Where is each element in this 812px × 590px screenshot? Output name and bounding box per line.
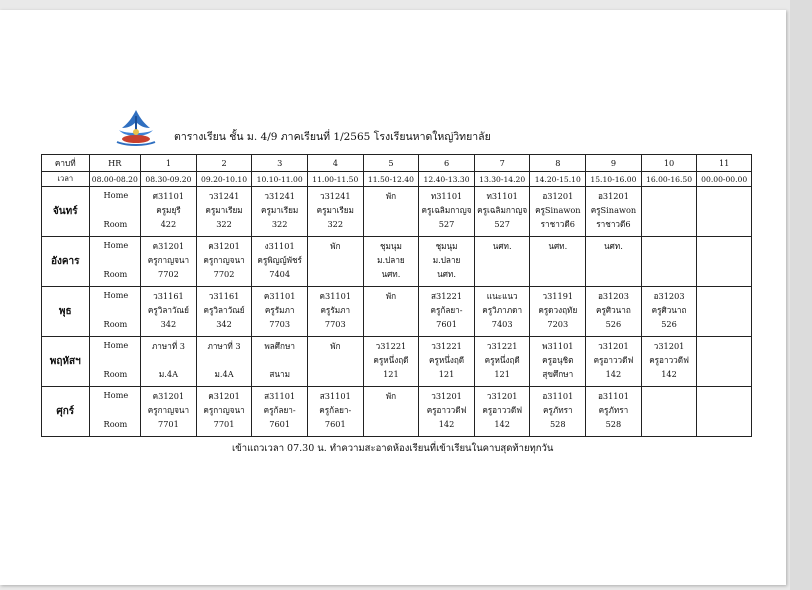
class-cell-line: ว31241 bbox=[319, 191, 351, 201]
day-row bbox=[42, 337, 752, 387]
class-cell-line: ครูศิวนาถ bbox=[651, 305, 687, 315]
class-cell-line: ครูหนึ่งฤดี bbox=[484, 355, 520, 365]
class-cell-line: ครูอาววดีฟ bbox=[649, 355, 689, 365]
room-label: Room bbox=[103, 369, 128, 379]
day-row bbox=[42, 287, 752, 337]
class-cell-line: 7601 bbox=[269, 419, 291, 429]
class-cell-line: อ31101 bbox=[597, 391, 629, 401]
class-cell-line: ครูกาญจนา bbox=[203, 255, 245, 265]
schedule-title: ตารางเรียน ชั้น ม. 4/9 ภาคเรียนที่ 1/2565 โรงเรียนหาดใหญ่วิทยาลัย bbox=[174, 131, 491, 143]
class-cell bbox=[307, 287, 363, 337]
class-cell-line: ภาษาที่ 3 bbox=[207, 341, 241, 351]
class-cell bbox=[252, 387, 308, 437]
period-number: 9 bbox=[586, 155, 642, 172]
class-cell-line: ครูมาเรียม bbox=[261, 205, 299, 215]
class-cell-line: 7203 bbox=[547, 319, 569, 329]
homeroom-cell bbox=[89, 337, 141, 387]
class-cell-line: อ31201 bbox=[542, 191, 574, 201]
class-cell-line: ว31201 bbox=[486, 391, 518, 401]
class-cell-line: ส31221 bbox=[431, 291, 463, 301]
class-cell bbox=[641, 337, 697, 387]
class-cell-line: 526 bbox=[661, 319, 677, 329]
day-row bbox=[42, 387, 752, 437]
period-number: HR bbox=[89, 155, 141, 172]
period-time: 11.00-11.50 bbox=[307, 172, 363, 187]
time-header-label: เวลา bbox=[42, 172, 90, 187]
class-cell-line: 121 bbox=[494, 369, 510, 379]
class-cell-line: ครูก้ลยา- bbox=[263, 405, 296, 415]
class-cell-line: แนะแนว bbox=[486, 291, 518, 301]
class-cell bbox=[141, 237, 197, 287]
class-cell bbox=[530, 337, 586, 387]
class-cell-line: ครูรัมภา bbox=[264, 305, 295, 315]
class-cell-line: อ31201 bbox=[597, 191, 629, 201]
class-cell bbox=[586, 337, 642, 387]
class-cell bbox=[586, 287, 642, 337]
class-cell-line: ครูอาววดีฟ bbox=[482, 405, 523, 415]
period-header-row bbox=[42, 155, 752, 172]
class-cell bbox=[419, 187, 475, 237]
period-number: 5 bbox=[363, 155, 419, 172]
period-time: 13.30-14.20 bbox=[474, 172, 530, 187]
class-cell bbox=[307, 337, 363, 387]
period-time: 12.40-13.30 bbox=[419, 172, 475, 187]
class-cell-line: ชุมนุม bbox=[435, 241, 458, 251]
homeroom-cell bbox=[89, 387, 141, 437]
class-cell-line: 322 bbox=[271, 219, 288, 229]
class-cell bbox=[530, 287, 586, 337]
class-cell-line: ราชาวดี6 bbox=[540, 219, 575, 229]
class-cell-line: 322 bbox=[327, 219, 344, 229]
class-cell-line: ครูดวงฤทัย bbox=[538, 305, 578, 315]
day-row bbox=[42, 187, 752, 237]
class-cell bbox=[196, 287, 252, 337]
class-cell-line: 121 bbox=[383, 369, 399, 379]
class-cell-line: 527 bbox=[438, 219, 455, 229]
period-time: 08.30-09.20 bbox=[141, 172, 197, 187]
period-number: 8 bbox=[530, 155, 586, 172]
class-cell-line: 7703 bbox=[269, 319, 291, 329]
class-cell-line: นศท. bbox=[604, 241, 623, 251]
class-cell-line: ครูหนึ่งฤดี bbox=[373, 355, 409, 365]
class-cell bbox=[641, 187, 697, 237]
class-cell bbox=[586, 187, 642, 237]
class-cell-line: 7601 bbox=[324, 419, 346, 429]
class-cell-line: อ31203 bbox=[597, 291, 629, 301]
class-cell-line: นศท. bbox=[492, 241, 512, 251]
class-cell-line: ครูกาญจนา bbox=[147, 255, 190, 265]
period-number: 1 bbox=[141, 155, 197, 172]
class-cell-line: ว31241 bbox=[208, 191, 240, 201]
class-cell bbox=[419, 237, 475, 287]
class-cell bbox=[641, 287, 697, 337]
class-cell-line: ว31201 bbox=[598, 341, 629, 351]
class-cell bbox=[474, 187, 530, 237]
class-cell-line: ว31221 bbox=[375, 341, 407, 351]
class-cell-line: นศท. bbox=[437, 269, 456, 279]
timetable bbox=[41, 154, 752, 437]
class-cell-line: 142 bbox=[605, 369, 622, 379]
period-number: 2 bbox=[196, 155, 252, 172]
class-cell-line: พัก bbox=[385, 391, 397, 401]
class-cell bbox=[586, 387, 642, 437]
class-cell bbox=[530, 187, 586, 237]
class-cell-line: 7703 bbox=[324, 319, 346, 329]
class-cell-line: ชุมนุม bbox=[379, 241, 402, 251]
class-cell-line: ราชาวดี6 bbox=[596, 219, 631, 229]
class-cell-line: ครูมาเรียม bbox=[205, 205, 243, 215]
class-cell bbox=[252, 187, 308, 237]
class-cell-line: พ31101 bbox=[542, 341, 574, 351]
class-cell bbox=[196, 337, 252, 387]
class-cell bbox=[363, 237, 419, 287]
class-cell-line: 528 bbox=[605, 419, 622, 429]
day-name: อังคาร bbox=[42, 237, 90, 287]
class-cell bbox=[307, 237, 363, 287]
class-cell bbox=[419, 387, 475, 437]
class-cell-line: ว31241 bbox=[264, 191, 295, 201]
class-cell-line: ครูรัมภา bbox=[320, 305, 351, 315]
class-cell-line: ครูSinawon bbox=[590, 205, 637, 215]
room-label: Room bbox=[103, 319, 128, 329]
class-cell-line: พัก bbox=[330, 241, 341, 251]
class-cell bbox=[586, 237, 642, 287]
class-cell-line: 7701 bbox=[158, 419, 179, 429]
class-cell-line: ส31101 bbox=[319, 391, 351, 401]
class-cell-line bbox=[197, 353, 252, 367]
class-cell bbox=[697, 287, 752, 337]
homeroom-cell bbox=[89, 187, 141, 237]
class-cell bbox=[697, 237, 752, 287]
period-time: 15.10-16.00 bbox=[586, 172, 642, 187]
class-cell-line: ครูก้ลยา- bbox=[430, 305, 463, 315]
room-label: Room bbox=[103, 269, 128, 279]
class-cell bbox=[141, 337, 197, 387]
period-number: 11 bbox=[697, 155, 752, 172]
class-cell-line: ครูอนุชิต bbox=[542, 355, 574, 365]
class-cell-line: ค31201 bbox=[208, 241, 240, 251]
class-cell-line: พลศึกษา bbox=[264, 341, 295, 351]
class-cell-line: ว31201 bbox=[653, 341, 685, 351]
assembly-note: เข้าแถวเวลา 07.30 น. ทำความสะอาดห้องเรียนที่เข้าเรียนในคาบสุดท้ายทุกวัน bbox=[232, 443, 554, 454]
class-cell bbox=[363, 287, 419, 337]
class-cell-line: ว31221 bbox=[431, 341, 462, 351]
class-cell-line: ครูมยุรี bbox=[156, 205, 181, 215]
home-label: Home bbox=[103, 240, 129, 250]
class-cell-line: ท31101 bbox=[430, 191, 463, 201]
class-cell-line: ครูวิลาวัณย์ bbox=[147, 305, 189, 315]
class-cell-line: นศท. bbox=[548, 241, 568, 251]
day-name: ศุกร์ bbox=[42, 387, 90, 437]
period-time: 14.20-15.10 bbox=[530, 172, 586, 187]
class-cell-line: พัก bbox=[385, 291, 397, 301]
class-cell bbox=[641, 237, 697, 287]
class-cell bbox=[252, 337, 308, 387]
class-cell-line: ครูวิลาวัณย์ bbox=[203, 305, 245, 315]
class-cell-line bbox=[252, 353, 307, 367]
class-cell-line: ท31101 bbox=[486, 191, 518, 201]
class-cell-line: ครูกาญจนา bbox=[147, 405, 190, 415]
class-cell bbox=[196, 237, 252, 287]
period-time: 08.00-08.20 bbox=[89, 172, 141, 187]
class-cell-line: ส31101 bbox=[264, 391, 296, 401]
class-cell bbox=[419, 287, 475, 337]
period-number: 3 bbox=[252, 155, 308, 172]
period-time: 09.20-10.10 bbox=[196, 172, 252, 187]
class-cell-line: ว31161 bbox=[208, 291, 240, 301]
homeroom-cell bbox=[89, 287, 141, 337]
class-cell bbox=[419, 337, 475, 387]
class-cell-line: 526 bbox=[605, 319, 622, 329]
class-cell-line: 142 bbox=[494, 419, 510, 429]
class-cell-line: 7701 bbox=[213, 419, 235, 429]
class-cell bbox=[141, 287, 197, 337]
class-cell-line: ว31161 bbox=[153, 291, 184, 301]
class-cell-line: ครูSinawon bbox=[535, 205, 581, 215]
class-cell-line: ว31201 bbox=[431, 391, 462, 401]
class-cell-line: ค31201 bbox=[152, 241, 185, 251]
class-cell bbox=[697, 187, 752, 237]
room-label: Room bbox=[103, 419, 128, 429]
class-cell-line: ครูเฉลิมกาญจ bbox=[477, 205, 528, 215]
class-cell-line: 121 bbox=[438, 369, 455, 379]
class-cell-line: ครูเฉลิมกาญจ bbox=[421, 205, 472, 215]
class-cell-line: ว31221 bbox=[486, 341, 518, 351]
class-cell bbox=[474, 287, 530, 337]
class-cell-line: 142 bbox=[661, 369, 677, 379]
class-cell-line: ครูภัทรา bbox=[542, 405, 573, 415]
class-cell-line: พัก bbox=[330, 341, 341, 351]
class-cell-line: ครูหนึ่งฤดี bbox=[428, 355, 465, 365]
home-label: Home bbox=[103, 340, 129, 350]
class-cell-line: ม.4A bbox=[214, 369, 234, 379]
class-cell-line: 7403 bbox=[491, 319, 513, 329]
class-cell-line: ครูวิภาภดา bbox=[482, 305, 523, 315]
room-label: Room bbox=[103, 219, 128, 229]
class-cell bbox=[252, 237, 308, 287]
class-cell bbox=[530, 237, 586, 287]
class-cell-line: นศท. bbox=[381, 269, 401, 279]
period-time: 10.10-11.00 bbox=[252, 172, 308, 187]
day-name: พุธ bbox=[42, 287, 90, 337]
class-cell-line: อ31101 bbox=[542, 391, 574, 401]
period-number: 6 bbox=[419, 155, 475, 172]
class-cell-line: สุขศึกษา bbox=[542, 369, 574, 379]
period-header-label: คาบที่ bbox=[42, 155, 90, 172]
class-cell bbox=[196, 187, 252, 237]
class-cell-line: ม.ปลาย bbox=[377, 255, 405, 265]
class-cell-line: ครูพิญญ์พัชร์ bbox=[257, 255, 302, 265]
class-cell bbox=[363, 337, 419, 387]
class-cell bbox=[641, 387, 697, 437]
class-cell bbox=[474, 237, 530, 287]
class-cell bbox=[141, 187, 197, 237]
class-cell bbox=[196, 387, 252, 437]
class-cell-line: ค31101 bbox=[263, 291, 296, 301]
period-number: 7 bbox=[474, 155, 530, 172]
period-time: 16.00-16.50 bbox=[641, 172, 697, 187]
class-cell bbox=[697, 337, 752, 387]
class-cell-line: 7404 bbox=[269, 269, 291, 279]
class-cell bbox=[363, 387, 419, 437]
class-cell-line: ว31191 bbox=[542, 291, 574, 301]
class-cell-line: 342 bbox=[216, 319, 232, 329]
class-cell-line: 342 bbox=[160, 319, 177, 329]
class-cell-line: ครูก้ลยา- bbox=[319, 405, 352, 415]
class-cell-line: ครูมาเรียม bbox=[316, 205, 354, 215]
day-row bbox=[42, 237, 752, 287]
home-label: Home bbox=[103, 190, 129, 200]
class-cell-line: ม.ปลาย bbox=[432, 255, 461, 265]
home-label: Home bbox=[103, 390, 129, 400]
time-header-row bbox=[42, 172, 752, 187]
class-cell-line: 527 bbox=[494, 219, 510, 229]
class-cell-line: ง31101 bbox=[264, 241, 295, 251]
homeroom-cell bbox=[89, 237, 141, 287]
period-time: 00.00-00.00 bbox=[697, 172, 752, 187]
class-cell-line: 7702 bbox=[158, 269, 179, 279]
home-label: Home bbox=[103, 290, 129, 300]
class-cell bbox=[141, 387, 197, 437]
class-cell-line: พัก bbox=[385, 191, 397, 201]
school-emblem-icon bbox=[113, 106, 159, 148]
viewer-scrollbar-track[interactable] bbox=[790, 0, 812, 590]
class-cell bbox=[307, 187, 363, 237]
class-cell-line: ม.4A bbox=[158, 369, 178, 379]
class-cell-line: 142 bbox=[438, 419, 455, 429]
period-number: 4 bbox=[307, 155, 363, 172]
class-cell bbox=[530, 387, 586, 437]
class-cell bbox=[363, 187, 419, 237]
class-cell-line: ค31201 bbox=[152, 391, 185, 401]
class-cell-line: สนาม bbox=[269, 369, 290, 379]
class-cell bbox=[474, 387, 530, 437]
class-cell-line: ครูอาววดีฟ bbox=[593, 355, 634, 365]
class-cell-line: 7702 bbox=[213, 269, 235, 279]
class-cell-line: ศ31101 bbox=[152, 191, 185, 201]
class-cell-line: ค31201 bbox=[208, 391, 240, 401]
period-number: 10 bbox=[641, 155, 697, 172]
class-cell-line: 7601 bbox=[436, 319, 457, 329]
class-cell bbox=[252, 287, 308, 337]
day-name: พฤหัสฯ bbox=[42, 337, 90, 387]
class-cell-line: อ31203 bbox=[653, 291, 685, 301]
class-cell-line: ค31101 bbox=[319, 291, 352, 301]
class-cell-line: ครูอาววดีฟ bbox=[426, 405, 467, 415]
class-cell-line: ครูกาญจนา bbox=[203, 405, 245, 415]
class-cell bbox=[697, 387, 752, 437]
class-cell-line bbox=[141, 353, 196, 367]
class-cell-line: 422 bbox=[160, 219, 177, 229]
class-cell-line: 322 bbox=[216, 219, 232, 229]
class-cell-line: ครูภัทรา bbox=[598, 405, 629, 415]
class-cell-line: 528 bbox=[549, 419, 566, 429]
class-cell bbox=[474, 337, 530, 387]
class-cell-line: ครูศิวนาถ bbox=[596, 305, 631, 315]
period-time: 11.50-12.40 bbox=[363, 172, 419, 187]
class-cell bbox=[307, 387, 363, 437]
day-name: จันทร์ bbox=[42, 187, 90, 237]
class-cell-line: ภาษาที่ 3 bbox=[151, 341, 186, 351]
